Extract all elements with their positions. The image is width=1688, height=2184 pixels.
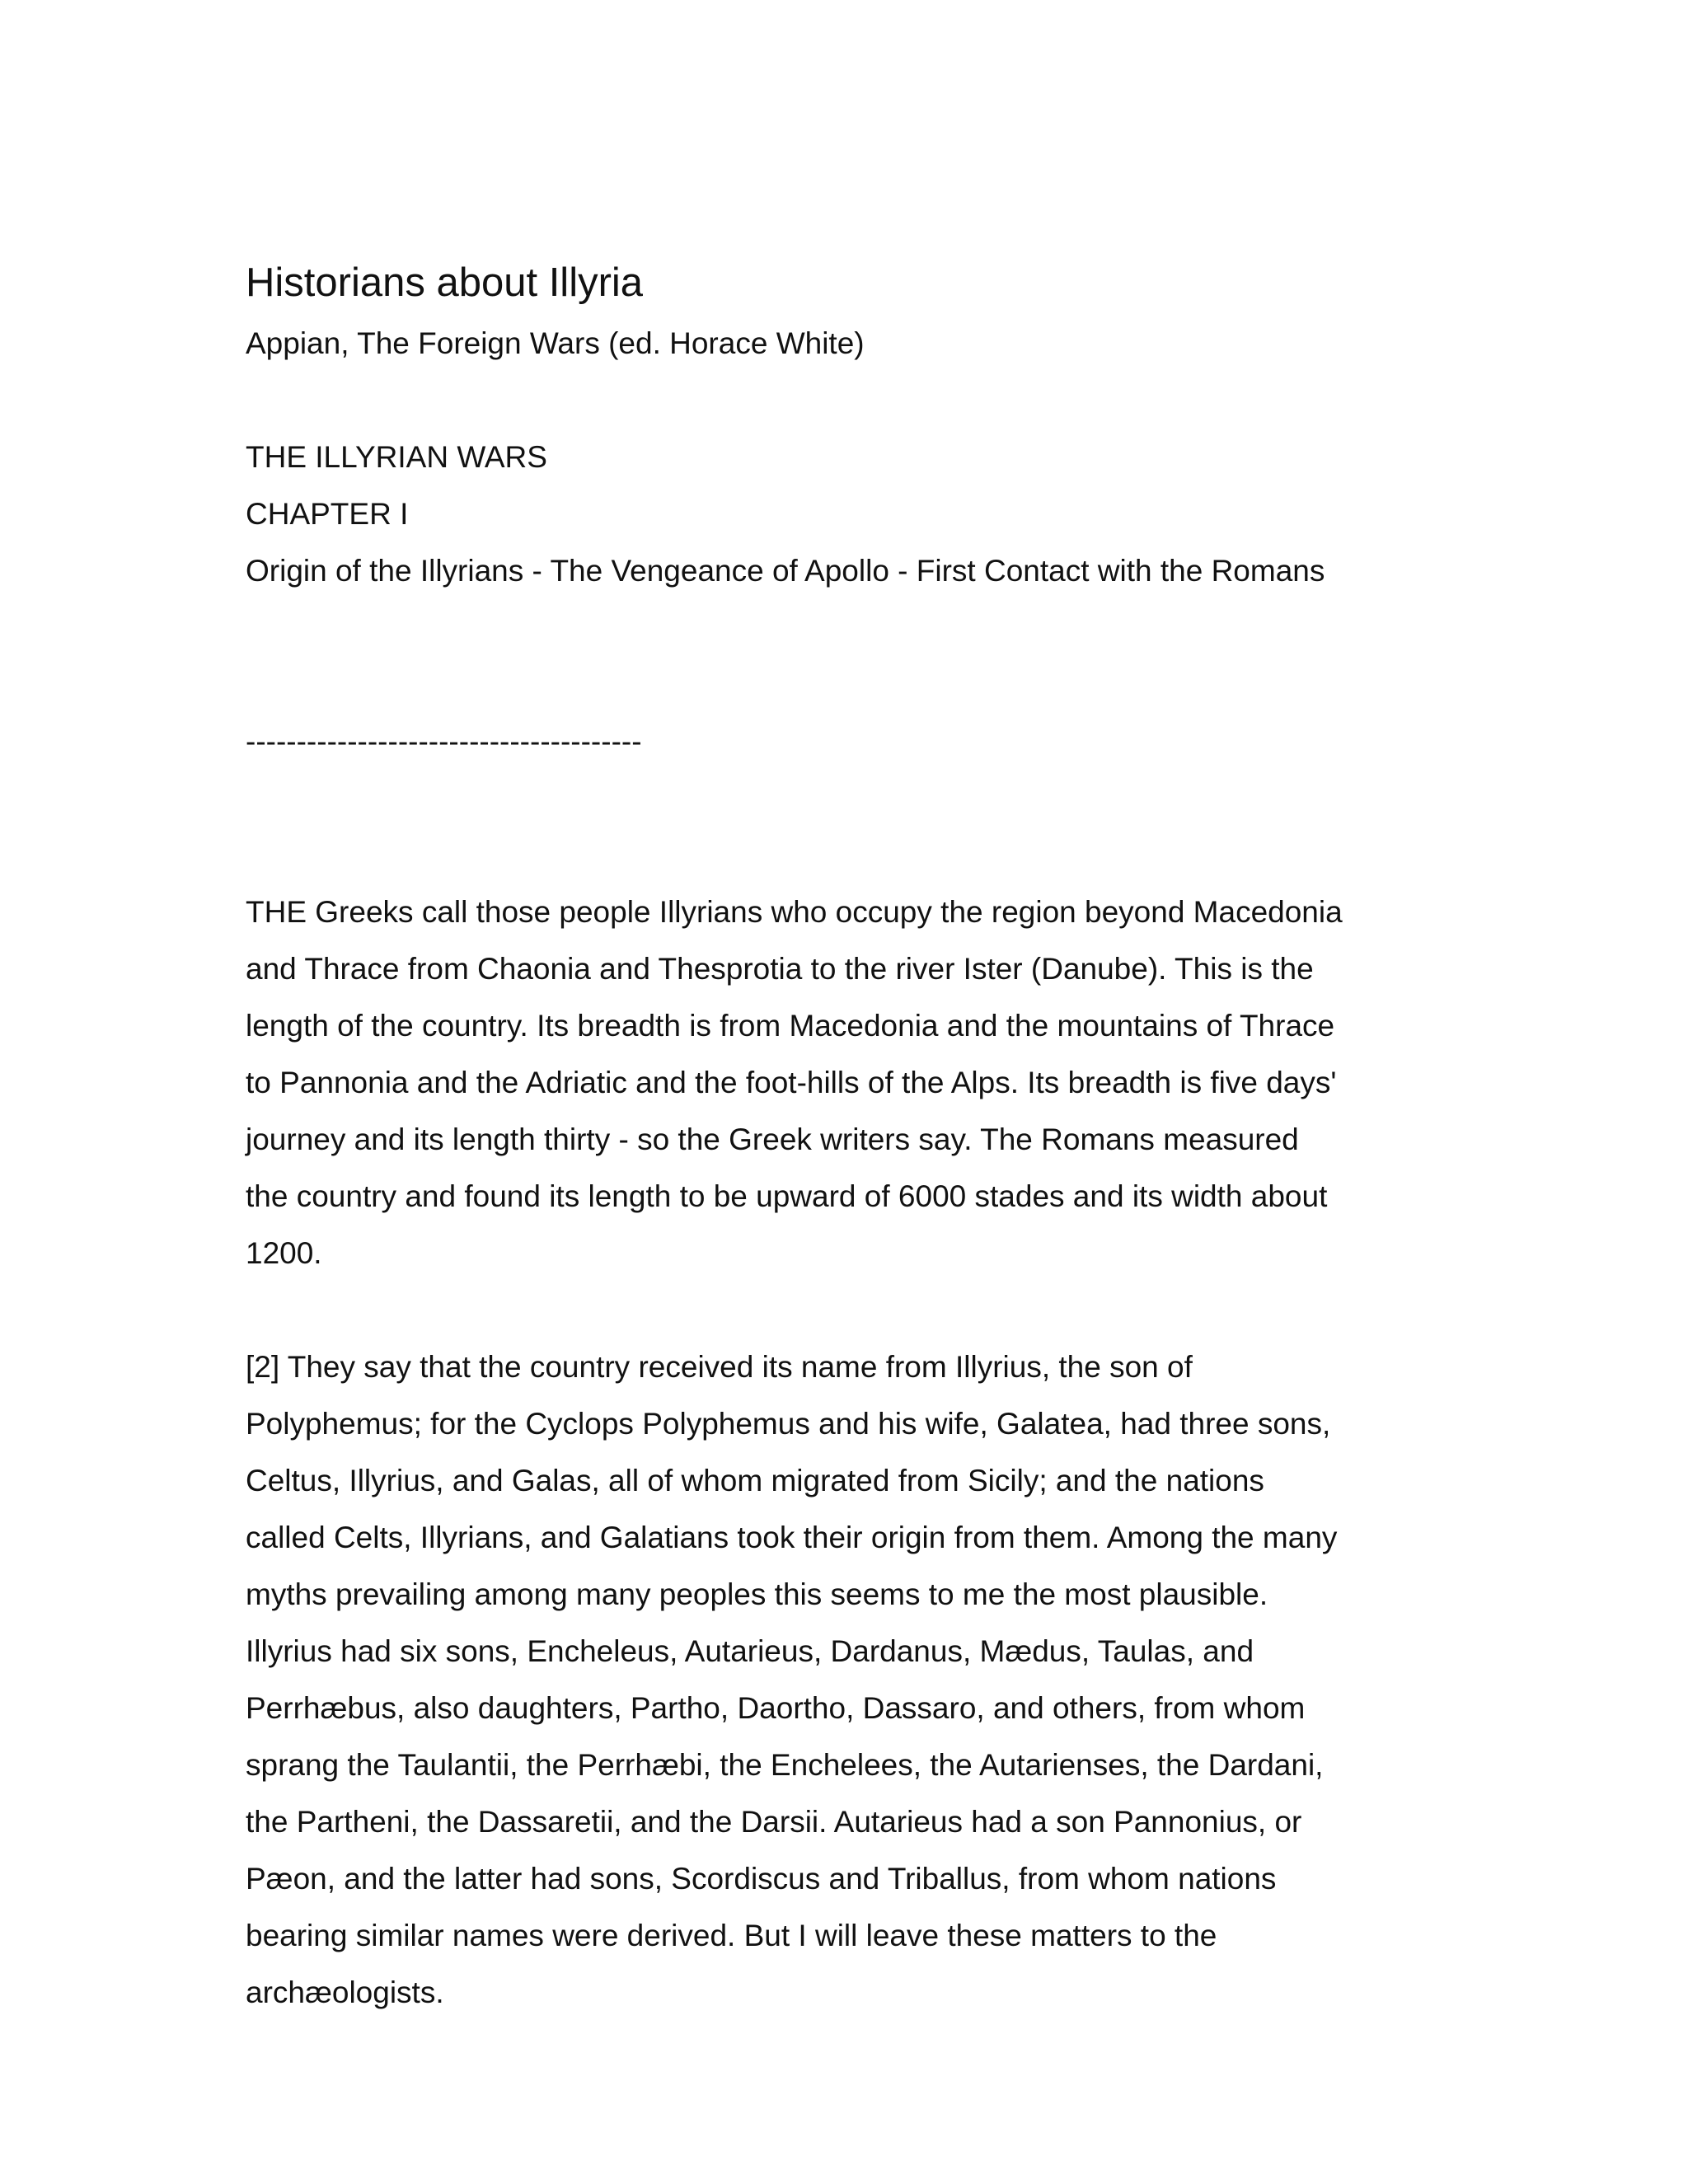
document-title: Historians about Illyria [246, 260, 644, 305]
chapter-heading: CHAPTER I [246, 497, 409, 531]
chapter-summary: Origin of the Illyrians - The Vengeance of Apollo - First Contact with the Romans [246, 554, 1325, 588]
separator-line: --------------------------------------- [246, 724, 642, 758]
paragraph-1: THE Greeks call those people Illyrians who occupy the region beyond Macedonia and Thrace from Chaonia and Thesprotia to the river Ister (Danube). This is the length of the country. Its breadth is from Macedonia and the mountains of Thrace to Pannonia and the Adriatic and the foot-hills of the Alps. Its breadth is five days' journey and its length thirty - so the Greek writers say. The Romans measured the country and found its length to be upward of 6000 stades and its width about 1200. [246, 895, 1343, 1270]
source-citation: Appian, The Foreign Wars (ed. Horace White) [246, 326, 865, 360]
spacer [246, 1282, 1449, 1338]
paragraph-2: [2] They say that the country received its name from Illyrius, the son of Polyphemus; for the Cyclops Polyphemus and his wife, Galatea, had three sons, Celtus, Illyrius, and Galas, all of whom migrated from Sicily; and the nations called Celts, Illyrians, and Galatians took their origin from them. Among the many myths prevailing among many peoples this seems to me the most plausible. Illyrius had six sons, Encheleus, Autarieus, Dardanus, Mædus, Taulas, and Perrhæbus, also daughters, Partho, Daortho, Dassaro, and others, from whom sprang the Taulantii, the Perrhæbi, the Enchelees, the Autarienses, the Dardani, the Partheni, the Dassaretii, and the Darsii. Autarieus had a son Pannonius, or Pæon, and the latter had sons, Scordiscus and Triballus, from whom nations bearing similar names were derived. But I will leave these matters to the archæologists. [246, 1350, 1338, 2009]
spacer [246, 770, 1449, 883]
spacer [246, 372, 1449, 429]
section-heading: THE ILLYRIAN WARS [246, 440, 547, 474]
document-content [246, 257, 1449, 2021]
spacer [246, 599, 1449, 713]
